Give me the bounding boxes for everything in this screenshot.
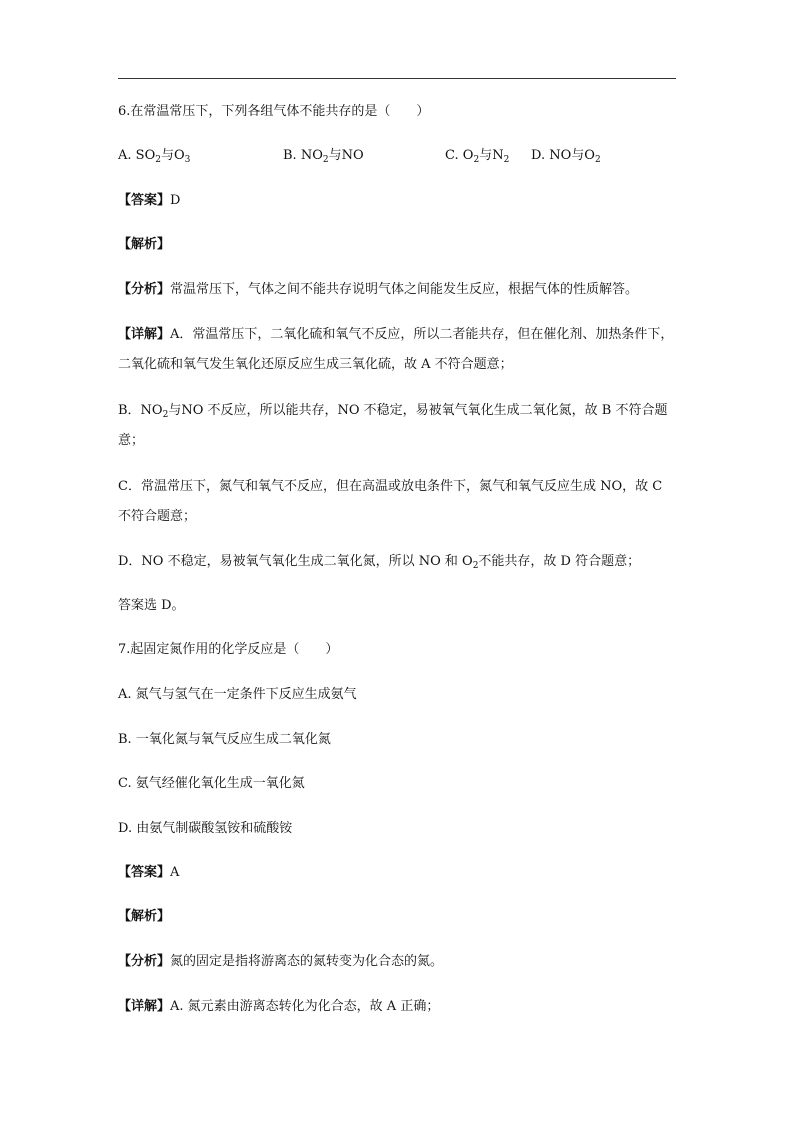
q7-option-a: A. 氮气与氢气在一定条件下反应生成氨气 xyxy=(118,687,357,702)
q7-fenxi: 【分析】氮的固定是指将游离态的氮转变为化合态的氮。 xyxy=(118,954,444,969)
q6-fenxi: 【分析】常温常压下，气体之间不能共存说明气体之间能发生反应，根据气体的性质解答。 xyxy=(118,282,639,297)
q6-option-a: A. $SO_2$与$O_3$ xyxy=(118,148,191,165)
q6-option-b: B. $NO_2$与NO xyxy=(283,148,364,165)
q7-stem: 7.起固定氮作用的化学反应是（ ） xyxy=(118,642,339,657)
q7-analysis-heading: 【解析】 xyxy=(118,909,171,924)
q7-option-d: D. 由氨气制碳酸氢铵和硫酸铵 xyxy=(118,821,293,836)
q6-answer: 【答案】D xyxy=(118,193,181,208)
q6-detail-a: 【详解】A．常温常压下，二氧化硫和氧气不反应，所以二者能共存，但在催化剂、加热条件下，二氧化硫和氧气发生氧化还原反应生成三氧化硫，故 A 不符合题意； xyxy=(118,327,674,372)
q6-conclusion: 答案选 D。 xyxy=(118,598,185,613)
q6-options xyxy=(118,147,678,167)
q6-detail-c: C．常温常压下，氮气和氧气不反应，但在高温或放电条件下，氮气和氧气反应生成 NO，故 C 不符合题意； xyxy=(118,479,663,524)
q7-option-b: B. 一氧化氮与氧气反应生成二氧化氮 xyxy=(118,732,331,747)
q6-option-d: D. NO与$O_2$ xyxy=(531,148,601,165)
q7-answer: 【答案】A xyxy=(118,865,180,880)
q7-detail-a: 【详解】A. 氮元素由游离态转化为化合态，故 A 正确； xyxy=(118,999,440,1014)
q6-analysis-heading: 【解析】 xyxy=(118,237,171,252)
q6-option-c: C. $O_2$与$N_2$ xyxy=(445,148,510,165)
q7-option-c: C. 氨气经催化氧化生成一氧化氮 xyxy=(118,776,305,791)
q6-detail-d: D．NO 不稳定，易被氧气氧化生成二氧化氮，所以 NO 和 $O_2$不能共存，故 D 符合题意； xyxy=(118,554,641,571)
q6-detail-b: B．$NO_2$与NO 不反应，所以能共存，NO 不稳定，易被氧气氧化生成二氧化氮，故 B 不符合题意； xyxy=(118,403,668,448)
q6-stem: 6.在常温常压下，下列各组气体不能共存的是（ ） xyxy=(118,104,430,119)
header-rule xyxy=(118,78,676,79)
